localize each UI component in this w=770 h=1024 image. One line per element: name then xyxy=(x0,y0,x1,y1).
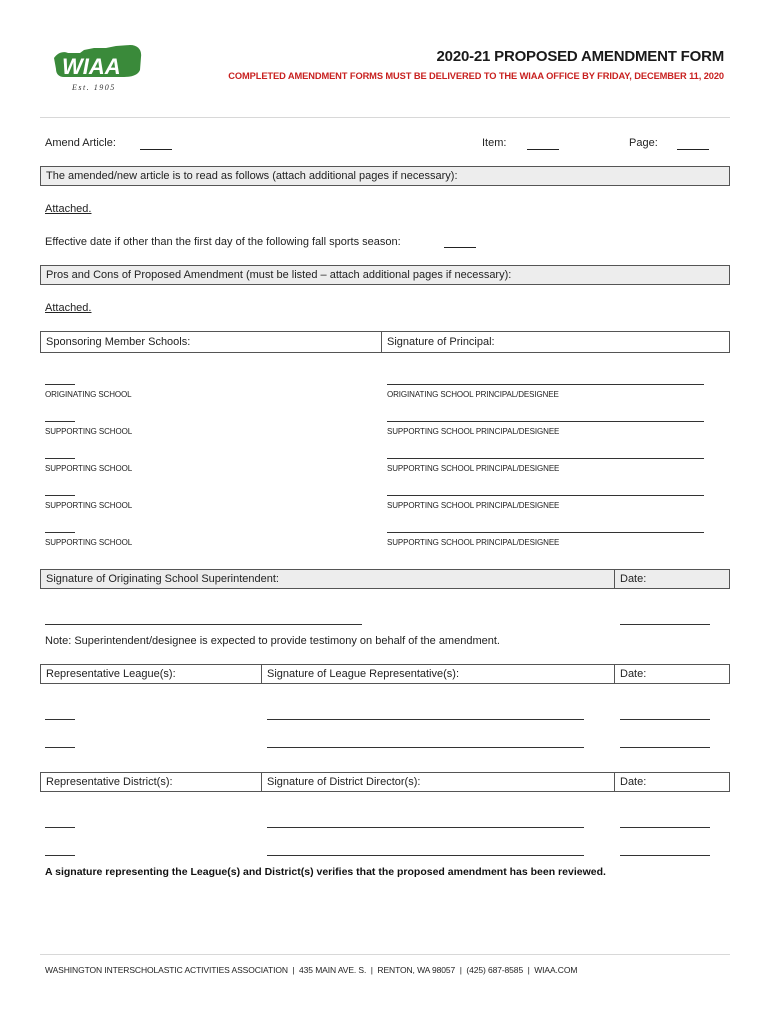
sponsoring-schools-bar xyxy=(40,331,730,353)
signer-caption-5: SUPPORTING SCHOOL PRINCIPAL/DESIGNEE xyxy=(387,538,560,547)
school-caption-5: SUPPORTING SCHOOL xyxy=(45,538,133,547)
district-label: Representative District(s): xyxy=(46,776,173,788)
school-line-3[interactable] xyxy=(45,458,75,459)
wiaa-logo xyxy=(50,42,145,96)
signer-line-4[interactable] xyxy=(387,495,704,496)
attached-text-1: Attached. xyxy=(45,203,92,215)
signer-caption-1: ORIGINATING SCHOOL PRINCIPAL/DESIGNEE xyxy=(387,390,559,399)
item-field[interactable] xyxy=(527,139,559,150)
testimony-note: Note: Superintendent/designee is expected to provide testimony on behalf of the amendment. xyxy=(45,635,500,647)
signer-caption-3: SUPPORTING SCHOOL PRINCIPAL/DESIGNEE xyxy=(387,464,560,473)
superintendent-date-line[interactable] xyxy=(620,624,710,625)
footer-divider xyxy=(40,954,730,955)
signer-line-5[interactable] xyxy=(387,532,704,533)
school-caption-2: SUPPORTING SCHOOL xyxy=(45,427,133,436)
delivery-deadline-notice: COMPLETED AMENDMENT FORMS MUST BE DELIVERED TO THE WIAA OFFICE BY FRIDAY, DECEMBER 11, 2020 xyxy=(228,71,724,81)
amend-article-label: Amend Article: xyxy=(45,137,116,149)
superintendent-date-label: Date: xyxy=(620,573,647,585)
district-signature-label: Signature of District Director(s): xyxy=(267,776,421,788)
pros-cons-label: Pros and Cons of Proposed Amendment (must be listed – attach additional pages if necessary): xyxy=(46,269,512,281)
district-name-line-1[interactable] xyxy=(45,827,75,828)
superintendent-signature-line[interactable] xyxy=(45,624,362,625)
district-bar xyxy=(40,772,730,792)
signer-line-1[interactable] xyxy=(387,384,704,385)
league-signature-label: Signature of League Representative(s): xyxy=(267,668,460,680)
school-line-5[interactable] xyxy=(45,532,75,533)
school-line-4[interactable] xyxy=(45,495,75,496)
amended-article-bar xyxy=(40,166,730,186)
logo-established: Est. 1905 xyxy=(72,83,116,92)
district-name-line-2[interactable] xyxy=(45,855,75,856)
league-bar xyxy=(40,664,730,684)
signature-of-principal-label: Signature of Principal: xyxy=(387,336,495,348)
verification-note: A signature representing the League(s) and District(s) verifies that the proposed amendment has been reviewed. xyxy=(45,866,606,878)
page-field[interactable] xyxy=(677,139,709,150)
school-caption-3: SUPPORTING SCHOOL xyxy=(45,464,133,473)
item-label: Item: xyxy=(482,137,507,149)
sponsoring-schools-label: Sponsoring Member Schools: xyxy=(46,336,191,348)
league-name-line-1[interactable] xyxy=(45,719,75,720)
school-line-2[interactable] xyxy=(45,421,75,422)
league-label: Representative League(s): xyxy=(46,668,176,680)
effective-date-label: Effective date if other than the first day of the following fall sports season: xyxy=(45,236,401,248)
footer-contact: WASHINGTON INTERSCHOLASTIC ACTIVITIES ASSOCIATION | 435 MAIN AVE. S. | RENTON, WA 98057 | (425) 687-8585 | WIAA.COM xyxy=(45,965,578,975)
header-divider xyxy=(40,117,730,118)
amend-article-field[interactable] xyxy=(140,139,172,150)
superintendent-bar xyxy=(40,569,730,589)
district-signature-line-2[interactable] xyxy=(267,855,584,856)
signer-line-3[interactable] xyxy=(387,458,704,459)
district-date-label: Date: xyxy=(620,776,647,788)
signer-line-2[interactable] xyxy=(387,421,704,422)
league-date-line-1[interactable] xyxy=(620,719,710,720)
pros-cons-bar xyxy=(40,265,730,285)
district-date-line-2[interactable] xyxy=(620,855,710,856)
signer-caption-2: SUPPORTING SCHOOL PRINCIPAL/DESIGNEE xyxy=(387,427,560,436)
league-signature-line-2[interactable] xyxy=(267,747,584,748)
effective-date-field[interactable] xyxy=(444,237,476,248)
school-line-1[interactable] xyxy=(45,384,75,385)
amended-article-label: The amended/new article is to read as follows (attach additional pages if necessary): xyxy=(46,170,458,182)
page-title: 2020-21 PROPOSED AMENDMENT FORM xyxy=(436,48,724,65)
signer-caption-4: SUPPORTING SCHOOL PRINCIPAL/DESIGNEE xyxy=(387,501,560,510)
league-date-label: Date: xyxy=(620,668,647,680)
league-name-line-2[interactable] xyxy=(45,747,75,748)
logo-wordmark: WIAA xyxy=(62,54,121,79)
league-signature-line-1[interactable] xyxy=(267,719,584,720)
superintendent-label: Signature of Originating School Superintendent: xyxy=(46,573,279,585)
district-date-line-1[interactable] xyxy=(620,827,710,828)
school-caption-1: ORIGINATING SCHOOL xyxy=(45,390,132,399)
school-caption-4: SUPPORTING SCHOOL xyxy=(45,501,133,510)
league-date-line-2[interactable] xyxy=(620,747,710,748)
page-label: Page: xyxy=(629,137,658,149)
district-signature-line-1[interactable] xyxy=(267,827,584,828)
attached-text-2: Attached. xyxy=(45,302,92,314)
